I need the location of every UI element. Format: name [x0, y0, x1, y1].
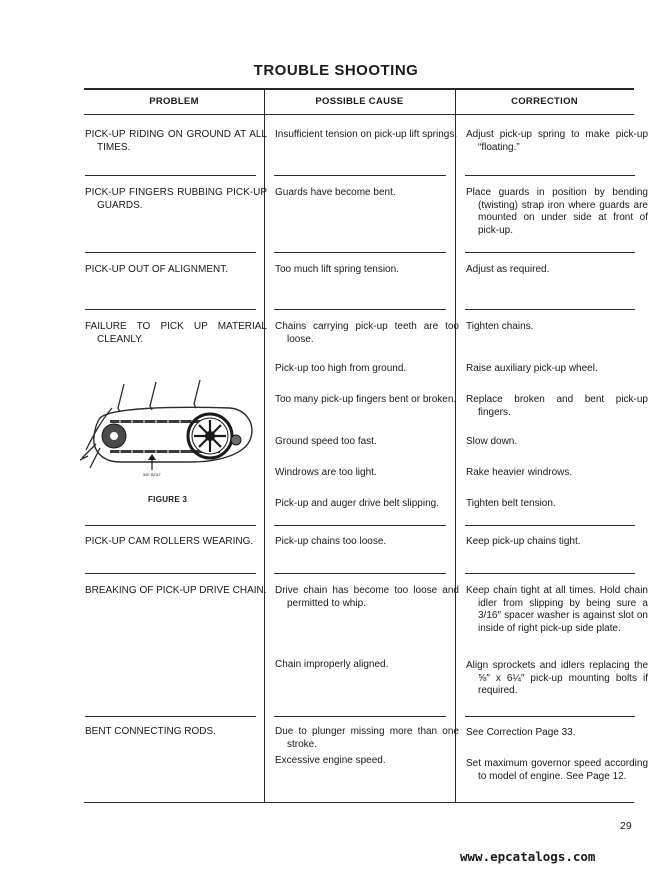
- correction-text: Replace broken and bent pick-up fingers.: [466, 394, 648, 418]
- row-separator: [85, 573, 256, 574]
- cause-text: Windrows are too light.: [275, 467, 377, 478]
- correction-text: Keep pick-up chains tight.: [466, 536, 581, 547]
- header-correction: CORRECTION: [511, 96, 578, 107]
- page-title: TROUBLE SHOOTING: [253, 62, 419, 79]
- header-problem: PROBLEM: [149, 96, 199, 107]
- row-separator: [465, 252, 635, 253]
- cause-text: Chains carrying pick-up teeth are too loose.: [275, 321, 459, 345]
- correction-text: Raise auxiliary pick-up wheel.: [466, 363, 598, 374]
- correction-text: Adjust pick-up spring to make pick-up “floating.”: [466, 129, 648, 153]
- problem-text: PICK-UP FINGERS RUBBING PICK-UP GUARDS.: [85, 187, 267, 211]
- cause-text: Pick-up and auger drive belt slipping.: [275, 498, 439, 509]
- correction-text: Tighten chains.: [466, 321, 534, 332]
- problem-text: FAILURE TO PICK UP MATERIAL CLEANLY.: [85, 321, 267, 345]
- row-separator: [85, 525, 256, 526]
- row-separator: [465, 525, 635, 526]
- cause-text: Drive chain has become too loose and permitted to whip.: [275, 585, 459, 609]
- figure-caption: FIGURE 3: [148, 495, 188, 504]
- bolt-callout: 3/8″ BOLT: [142, 472, 162, 477]
- correction-text: Slow down.: [466, 436, 518, 447]
- cause-text: Chain improperly aligned.: [275, 659, 389, 670]
- row-separator: [274, 716, 446, 717]
- row-separator: [85, 175, 256, 176]
- cause-text: Excessive engine speed.: [275, 755, 386, 766]
- correction-text: Rake heavier windrows.: [466, 467, 573, 478]
- row-separator: [465, 175, 635, 176]
- header-cause: POSSIBLE CAUSE: [315, 96, 404, 107]
- row-separator: [274, 175, 446, 176]
- correction-text: See Correction Page 33.: [466, 727, 576, 738]
- correction-text: Set maximum governor speed according to model of engine. See Page 12.: [466, 758, 648, 782]
- cause-text: Ground speed too fast.: [275, 436, 377, 447]
- cause-text: Too much lift spring tension.: [275, 264, 399, 275]
- row-separator: [465, 716, 635, 717]
- table-top-rule: [84, 88, 634, 90]
- row-separator: [85, 252, 256, 253]
- correction-text: Tighten belt tension.: [466, 498, 556, 509]
- cause-text: Pick-up chains too loose.: [275, 536, 387, 547]
- correction-text: Align sprockets and idlers replacing the ⅝″ x 6¼″ pick-up mounting bolts if required.: [466, 660, 648, 696]
- row-separator: [465, 309, 635, 310]
- problem-text: BREAKING OF PICK-UP DRIVE CHAIN.: [85, 585, 267, 596]
- correction-text: Keep chain tight at all times. Hold chain idler from slipping by being sure a 3/16″ spacer washer is against slot on inside of right pick-up side plate.: [466, 585, 648, 634]
- correction-text: Adjust as required.: [466, 264, 550, 275]
- table-bottom-rule: [84, 802, 634, 803]
- problem-text: PICK-UP OUT OF ALIGNMENT.: [85, 264, 228, 275]
- row-separator: [274, 525, 446, 526]
- row-separator: [274, 252, 446, 253]
- watermark-url: www.epcatalogs.com: [460, 849, 596, 864]
- pickup-chain-drive-illustration: [80, 378, 256, 482]
- row-separator: [274, 573, 446, 574]
- cause-text: Guards have become bent.: [275, 187, 396, 198]
- row-separator: [85, 309, 256, 310]
- table-header-rule: [84, 114, 634, 115]
- cause-text: Insufficient tension on pick-up lift springs.: [275, 129, 458, 140]
- cause-text: Due to plunger missing more than one stroke.: [275, 726, 459, 750]
- correction-text: Place guards in position by bending (twisting) strap iron where guards are mounted on under side at front of pick-up.: [466, 187, 648, 236]
- problem-text: PICK-UP RIDING ON GROUND AT ALL TIMES.: [85, 129, 267, 153]
- problem-text: BENT CONNECTING RODS.: [85, 726, 216, 737]
- cause-text: Pick-up too high from ground.: [275, 363, 407, 374]
- cause-text: Too many pick-up fingers bent or broken.: [275, 394, 457, 405]
- problem-text: PICK-UP CAM ROLLERS WEARING.: [85, 536, 254, 547]
- row-separator: [85, 716, 256, 717]
- page-number: 29: [620, 820, 632, 832]
- row-separator: [274, 309, 446, 310]
- row-separator: [465, 573, 635, 574]
